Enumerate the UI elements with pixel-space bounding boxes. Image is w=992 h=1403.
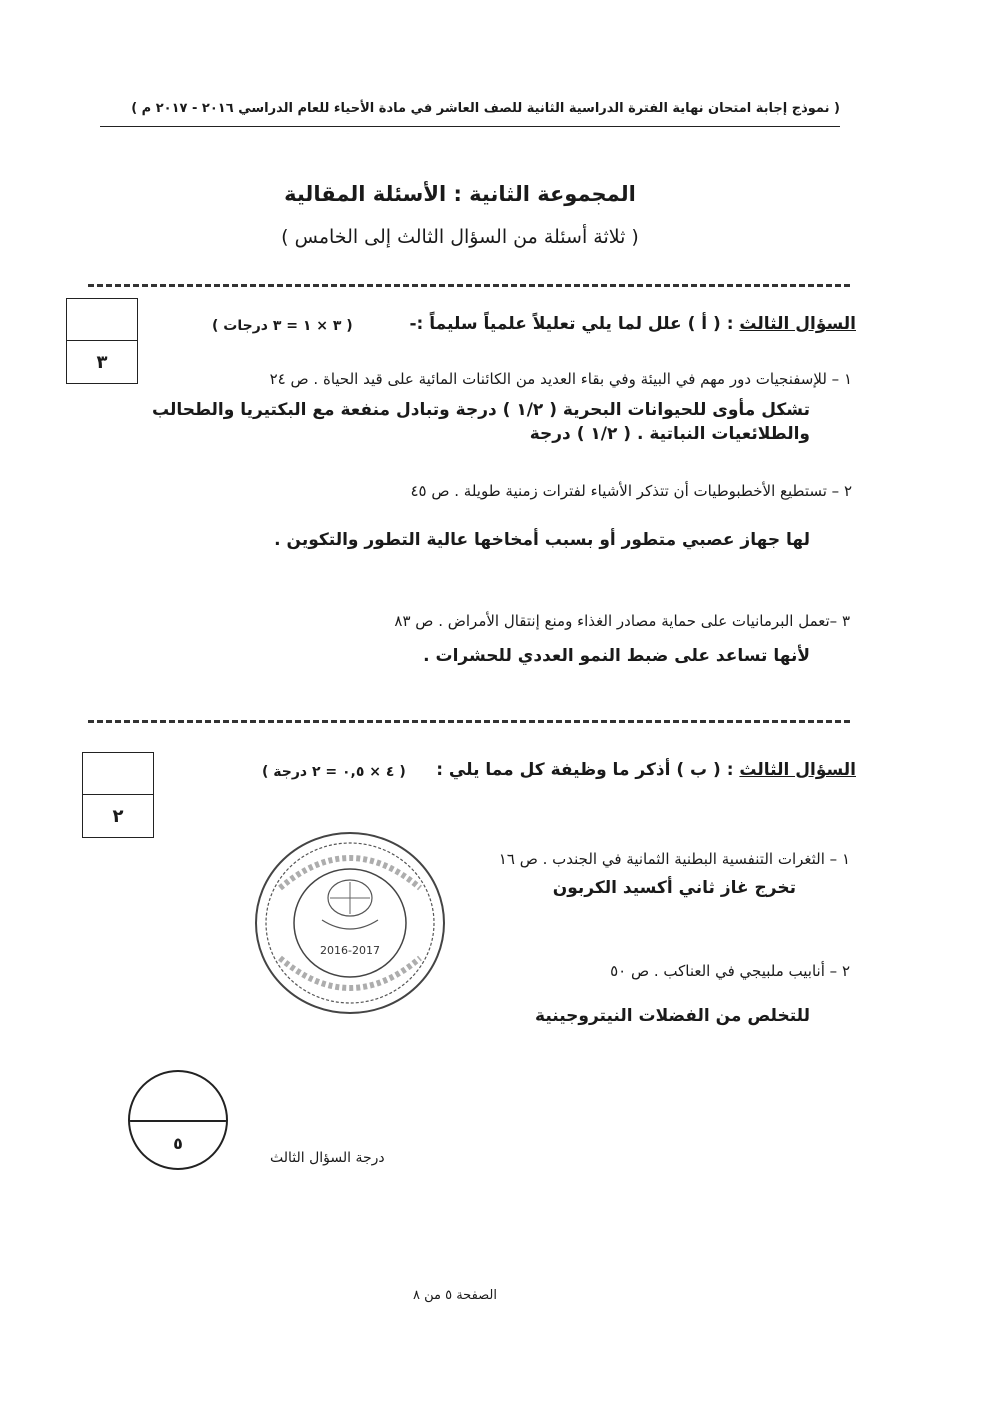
answer-line: والطلائعيات النباتية . ( ١/٢ ) درجة — [529, 424, 810, 444]
section-subtitle: ( ثلاثة أسئلة من السؤال الثالث إلى الخامس ) — [281, 226, 639, 248]
question-heading-q3b — [436, 760, 856, 780]
answer-line: لها جهاز عصبي متطور أو بسبب أمخاخها عالية التطور والتكوين . — [274, 530, 810, 550]
page-number: الصفحة ٥ من ٨ — [412, 1288, 497, 1303]
divider — [88, 284, 850, 287]
answer-line: تخرج غاز ثاني أكسيد الكربون — [552, 878, 796, 898]
total-score-value: ٥ — [173, 1134, 183, 1153]
divider — [88, 720, 850, 723]
question-heading-q3a — [409, 314, 856, 334]
list-item: ١ – الثغرات التنفسية البطنية الثمانية في الجندب . ص ١٦ — [498, 850, 850, 868]
score-box-value: ٣ — [96, 351, 108, 373]
score-box-q3a — [66, 298, 138, 384]
official-seal — [250, 828, 450, 1018]
question-prompt: : ( أ ) علل لما يلي تعليلاً علمياً سليماً :- — [409, 314, 734, 334]
question-label: السؤال الثالث — [739, 314, 856, 334]
seal-stamp-icon — [250, 828, 450, 1018]
question-marks: ( ٣ × ١ = ٣ درجات ) — [212, 318, 353, 334]
score-box-value: ٢ — [112, 805, 124, 827]
question-label: السؤال الثالث — [739, 760, 856, 780]
section-title: المجموعة الثانية : الأسئلة المقالية — [284, 182, 636, 206]
answer-line: تشكل مأوى للحيوانات البحرية ( ١/٢ ) درجة وتبادل منفعة مع البكتيريا والطحالب — [151, 400, 810, 420]
seal-year: 2016-2017 — [320, 944, 380, 957]
question-marks: ( ٤ × ٠,٥ = ٢ درجة ) — [262, 764, 406, 780]
answer-line: لأنها تساعد على ضبط النمو العددي للحشرات . — [423, 646, 810, 666]
list-item: ٢ – تستطيع الأخطبوطيات أن تتذكر الأشياء لفترات زمنية طويلة . ص ٤٥ — [410, 482, 852, 500]
score-box-q3b — [82, 752, 154, 838]
list-item: ١ – للإسفنجيات دور مهم في البيئة وفي بقاء العديد من الكائنات المائية على قيد الحياة . ص ٢٤ — [269, 370, 852, 388]
list-item: ٢ – أنابيب ملبيجي في العناكب . ص ٥٠ — [610, 962, 850, 980]
page-header: ( نموذج إجابة امتحان نهاية الفترة الدراسية الثانية للصف العاشر في مادة الأحياء للعام الدراسي ٢٠١٦ - ٢٠١٧ م ) — [100, 98, 840, 127]
total-score-label: درجة السؤال الثالث — [270, 1150, 385, 1166]
question-prompt: : ( ب ) أذكر ما وظيفة كل مما يلي : — [436, 760, 734, 780]
answer-line: للتخلص من الفضلات النيتروجينية — [535, 1006, 810, 1026]
list-item: ٣ –تعمل البرمانيات على حماية مصادر الغذاء ومنع إنتقال الأمراض . ص ٨٣ — [394, 612, 850, 630]
total-score-circle — [128, 1070, 228, 1170]
